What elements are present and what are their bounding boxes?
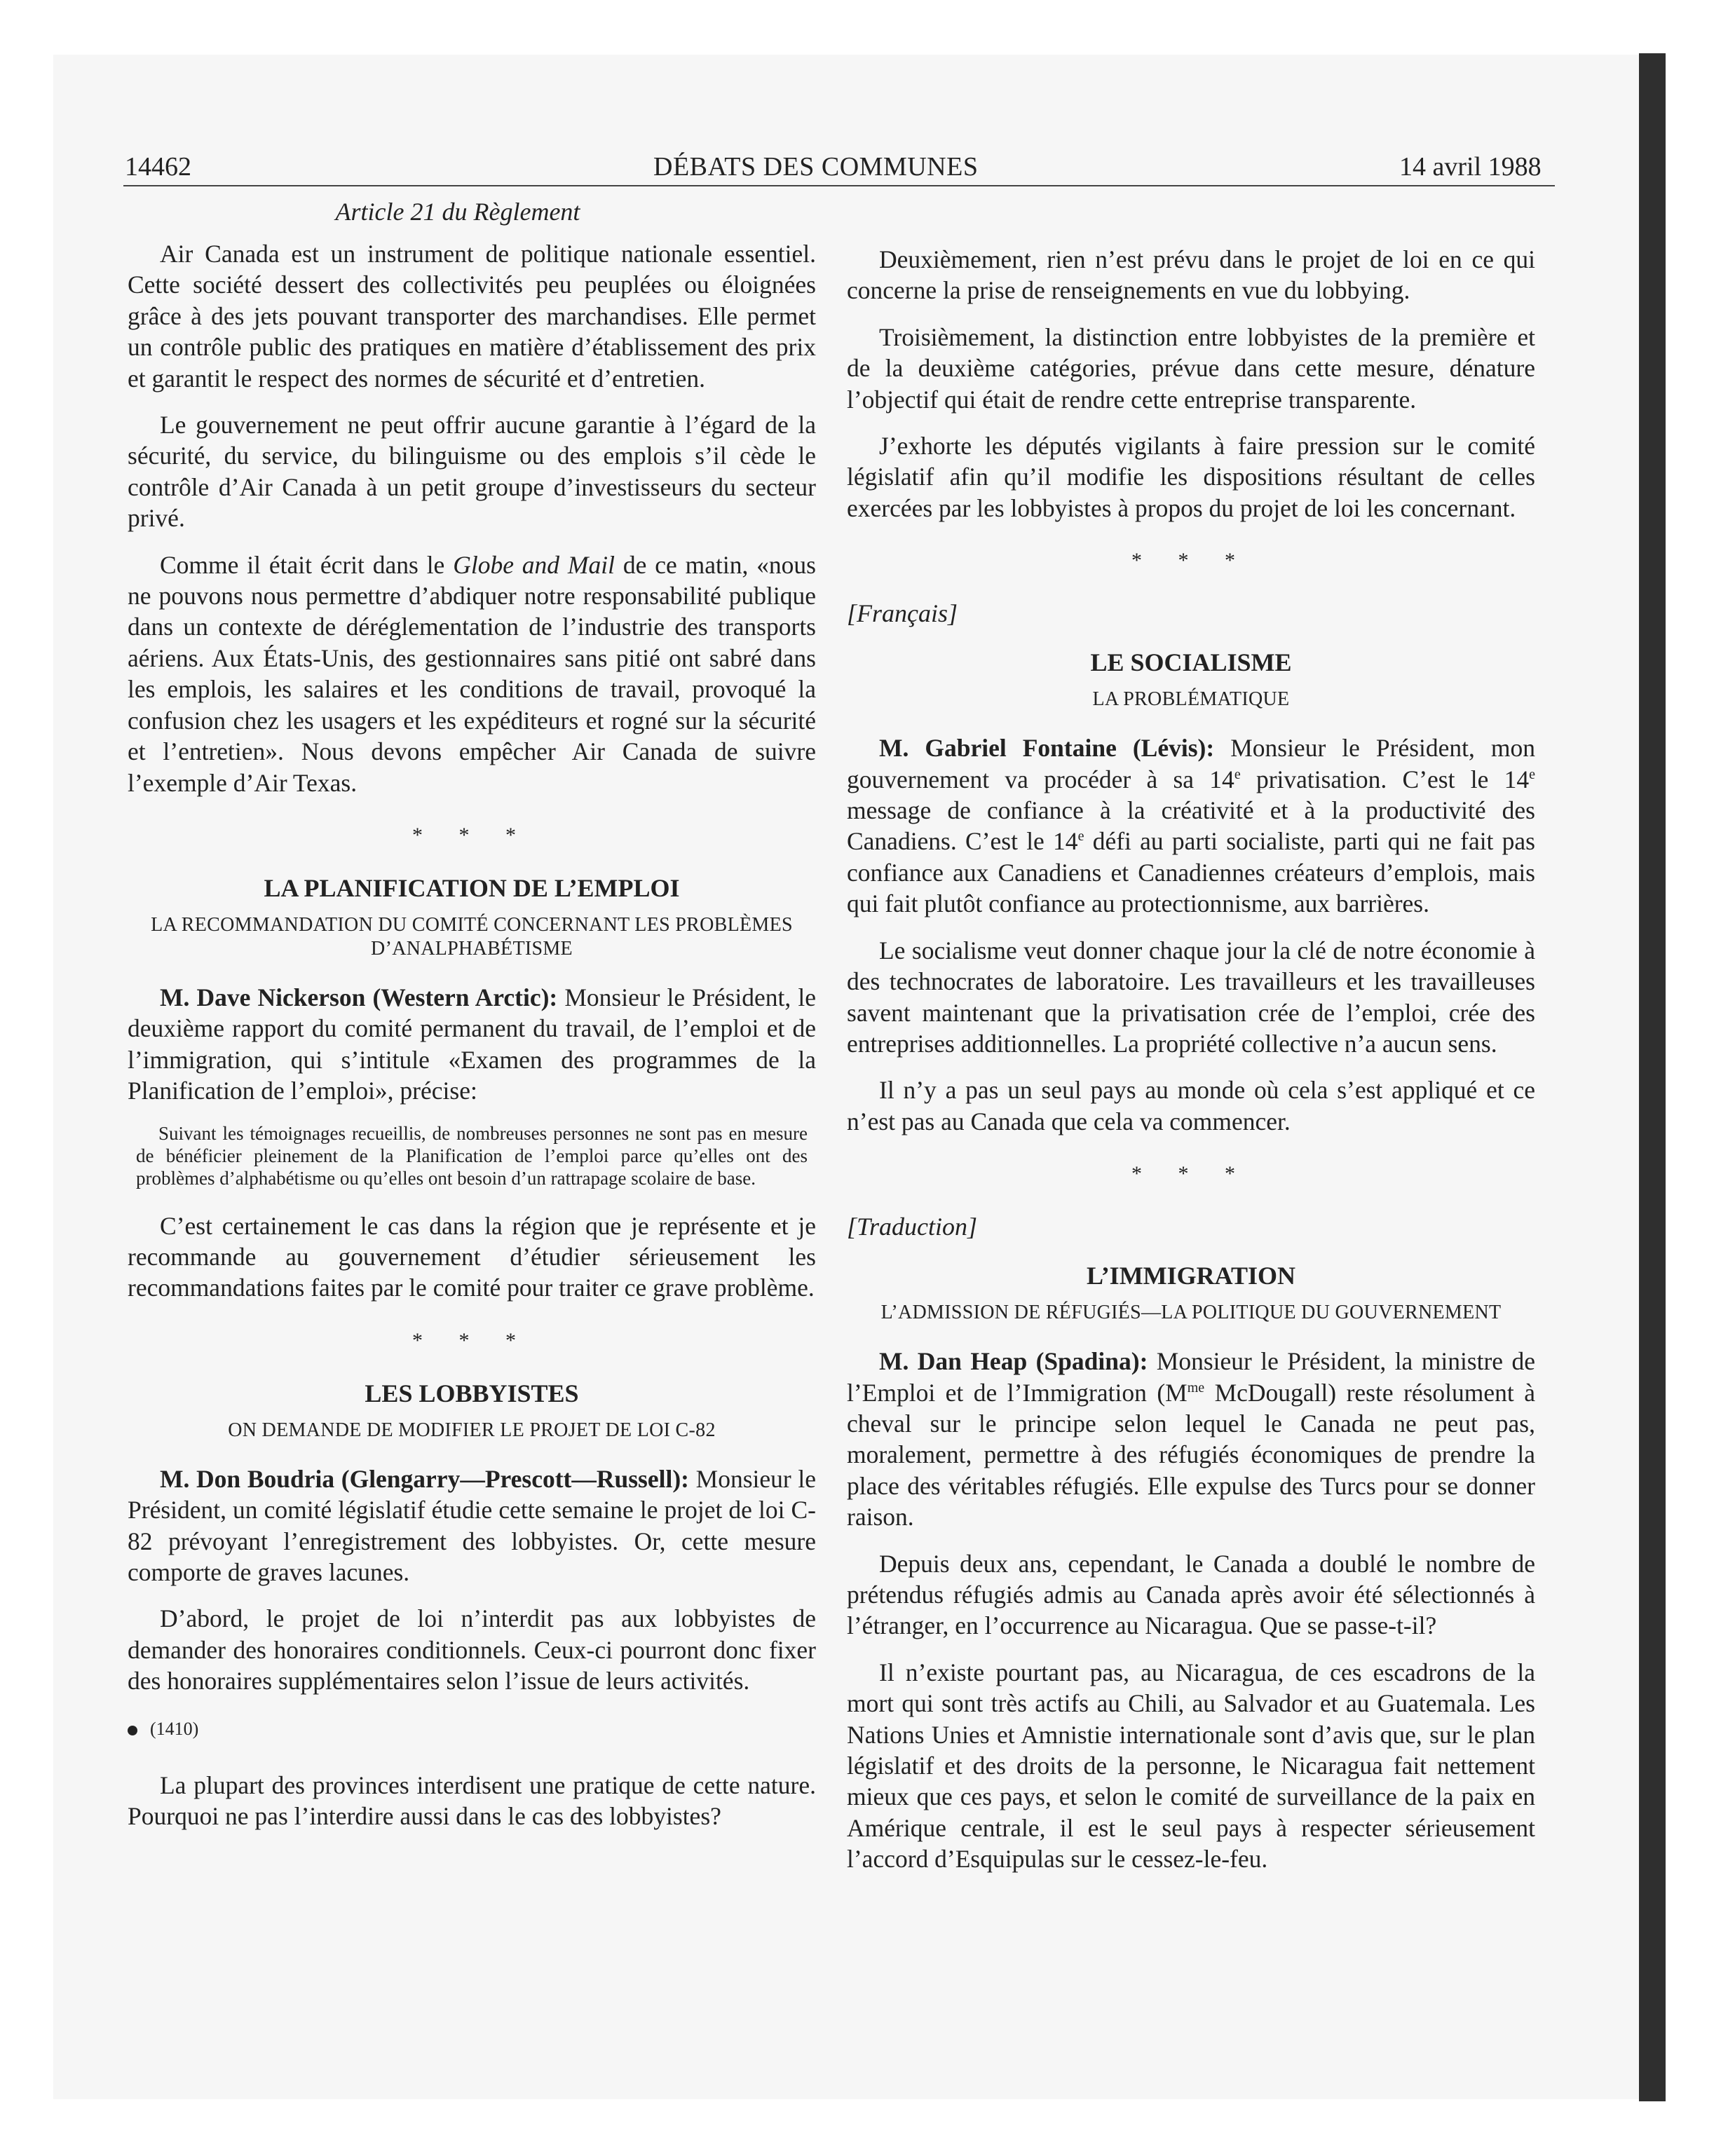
paragraph: Le gouvernement ne peut offrir aucune garantie à l’égard de la sécurité, du service, du bilinguisme ou des emplois s’il cède le contrôle d’Air Canada à un petit groupe d’investisseurs du secteur privé. [128, 411, 816, 533]
text-run: message de confiance à la créativité et à la productivité des Canadiens. C’est le 14 [847, 796, 1535, 856]
paragraph [847, 1346, 1535, 1532]
text-run: défi au parti socialiste, parti qui ne fait pas confiance aux Canadiens et Canadiennes créateurs d’emplois, mais qui fait plutôt confiance au protectionnisme, aux barrières. [847, 827, 1535, 918]
text-run: Monsieur le Président, mon gouvernement va procéder à sa 14 [847, 734, 1535, 793]
paragraph: D’abord, le projet de loi n’interdit pas aux lobbyistes de demander des honoraires conditionnels. Ceux-ci pourront donc fixer des honoraires supplémentaires selon l’issue de leurs activités. [128, 1604, 816, 1696]
running-title: DÉBATS DES COMMUNES [653, 152, 979, 182]
rubric: Article 21 du Règlement [335, 198, 580, 226]
language-marker: [Traduction] [847, 1213, 978, 1241]
text-run: privatisation. C’est le 14 [1240, 765, 1530, 793]
speaker-name: M. Gabriel Fontaine (Lévis): [879, 734, 1215, 763]
left-column [128, 196, 816, 1847]
superscript: e [1077, 828, 1084, 845]
paragraph [128, 1464, 816, 1588]
speaker-name: M. Dave Nickerson (Western Arctic): [160, 983, 558, 1011]
scan-margin-top [0, 0, 1735, 55]
section-heading: LES LOBBYISTES [365, 1379, 579, 1407]
paragraph [128, 982, 816, 1107]
section-subheading: L’ADMISSION DE RÉFUGIÉS—LA POLITIQUE DU GOUVERNEMENT [880, 1302, 1502, 1324]
newspaper-title: Globe and Mail [453, 550, 615, 579]
section-subheading: LA PROBLÉMATIQUE [1092, 688, 1290, 711]
header-rule [123, 185, 1555, 186]
paragraph: Troisièmement, la distinction entre lobbyistes de la première et de la deuxième catégories, prévue dans cette mesure, dénature l’objectif qui était de rendre cette entreprise transparente. [847, 322, 1535, 414]
language-marker: [Français] [847, 599, 958, 628]
section-heading: L’IMMIGRATION [1086, 1262, 1296, 1290]
scan-margin-right [1666, 0, 1735, 2156]
paragraph [847, 732, 1535, 919]
scan-binding-bar [1639, 53, 1666, 2101]
paragraph: Depuis deux ans, cependant, le Canada a doublé le nombre de prétendus réfugiés admis au Canada après avoir été sélectionnés à l’étranger, en l’occurrence au Nicaragua. Que se passe-t-il? [847, 1549, 1535, 1640]
paragraph [128, 550, 816, 798]
paragraph: Le socialisme veut donner chaque jour la clé de notre économie à des technocrates de laboratoire. Les travailleurs et les travailleuses savent maintenant que la privatisation crée de l’emploi, crée des entreprises additionnelles. La propriété collective n’a aucun sens. [847, 936, 1535, 1058]
text-run: de ce matin, «nous ne pouvons nous permettre d’abdiquer notre responsabilité publique dans un contexte de déréglementation de l’industrie des transports aériens. Aux États-Unis, des gestionnaires sans pitié ont sabré dans les emplois, les salaires et les conditions de travail, provoqué la confusion chez les usagers et les expéditeurs et rogné sur la sécurité et l’entretien». Nous devons empêcher Air Canada de suivre l’exemple d’Air Texas. [128, 550, 816, 797]
section-separator: * * * [1131, 1162, 1251, 1186]
speaker-name: M. Dan Heap (Spadina): [879, 1347, 1148, 1376]
page-date: 14 avril 1988 [1399, 152, 1542, 182]
section-heading: LE SOCIALISME [1090, 648, 1292, 677]
time-marker [128, 1715, 816, 1743]
paragraph: Il n’y a pas un seul pays au monde où cela s’est appliqué et ce n’est pas au Canada que cela va commencer. [847, 1076, 1535, 1135]
section-subheading: ON DEMANDE DE MODIFIER LE PROJET DE LOI C-82 [228, 1419, 716, 1441]
text-run: Monsieur le Président, la ministre de l’Emploi et de l’Immigration (M [847, 1347, 1535, 1407]
paragraph: J’exhorte les députés vigilants à faire pression sur le comité législatif afin qu’il modifie les dispositions résultant de celles exercées par les lobbyistes à propos du projet de loi les concernant. [847, 432, 1535, 522]
paragraph: C’est certainement le cas dans la région que je représente et je recommande au gouvernement d’étudier sérieusement les recommandations faites par le comité pour traiter ce grave problème. [128, 1211, 816, 1302]
section-separator: * * * [412, 1328, 531, 1352]
bullet-icon [128, 1726, 137, 1735]
text-run: McDougall) reste résolument à cheval sur le principe selon lequel le Canada ne peut pas, moralement, permettre à des réfugiés économiques de prendre la place des véritables réfugiés. Elle expulse des Turcs pour se donner raison. [847, 1378, 1535, 1531]
superscript: e [1234, 766, 1241, 782]
text-run: Monsieur le Président, le deuxième rapport du comité permanent du travail, de l’emploi et de l’immigration, qui s’intitule «Examen des programmes de la Planification de l’emploi», précise: [128, 983, 816, 1105]
section-subheading: LA RECOMMANDATION DU COMITÉ CONCERNANT LES PROBLÈMES D’ANALPHABÉTISME [151, 913, 793, 960]
scan-margin-left [0, 0, 53, 2156]
block-quote: Suivant les témoignages recueillis, de nombreuses personnes ne sont pas en mesure de bénéficier pleinement de la Planification de l’emploi parce qu’elles ont des problèmes d’alphabétisme ou qu’elles ont besoin d’un rattrapage scolaire de base. [136, 1122, 808, 1189]
text-run: Monsieur le Président, un comité législatif étudie cette semaine le projet de loi C-82 prévoyant l’enregistrement des lobbyistes. Or, cette mesure comporte de graves lacunes. [128, 1464, 816, 1586]
speaker-name: M. Don Boudria (Glengarry—Prescott—Russell): [160, 1464, 689, 1493]
text-run: Comme il était écrit dans le [160, 550, 454, 579]
paragraph: La plupart des provinces interdisent une pratique de cette nature. Pourquoi ne pas l’interdire aussi dans le cas des lobbyistes? [128, 1770, 816, 1830]
scan-margin-bottom [0, 2099, 1735, 2156]
superscript: me [1187, 1379, 1205, 1396]
section-separator: * * * [1131, 549, 1251, 573]
section-separator: * * * [412, 823, 531, 847]
paragraph: Air Canada est un instrument de politique nationale essentiel. Cette société dessert des collectivités peu peuplées ou éloignées grâce à des jets pouvant transporter des marchandises. Elle permet un contrôle public des pratiques en matière d’établissement des prix et garantit le respect des normes de sécurité et d’entretien. [128, 240, 816, 393]
right-column [847, 196, 1535, 1890]
section-heading: LA PLANIFICATION DE L’EMPLOI [264, 873, 680, 902]
paragraph: Il n’existe pourtant pas, au Nicaragua, de ces escadrons de la mort qui sont très actifs au Chili, au Salvador et au Guatemala. Les Nations Unies et Amnistie internationale sont d’avis que, sur le plan législatif et des droits de la personne, le Nicaragua fait nettement mieux que ces pays, et selon le comité de surveillance de la paix en Amérique centrale, il est le seul pays à respecter sérieusement l’accord d’Esquipulas sur le cessez-le-feu. [847, 1658, 1535, 1874]
superscript: e [1529, 766, 1535, 782]
time-label: (1410) [150, 1718, 199, 1739]
page-number: 14462 [125, 152, 191, 182]
paragraph: Deuxièmement, rien n’est prévu dans le projet de loi en ce qui concerne la prise de renseignements en vue du lobbying. [847, 245, 1535, 305]
